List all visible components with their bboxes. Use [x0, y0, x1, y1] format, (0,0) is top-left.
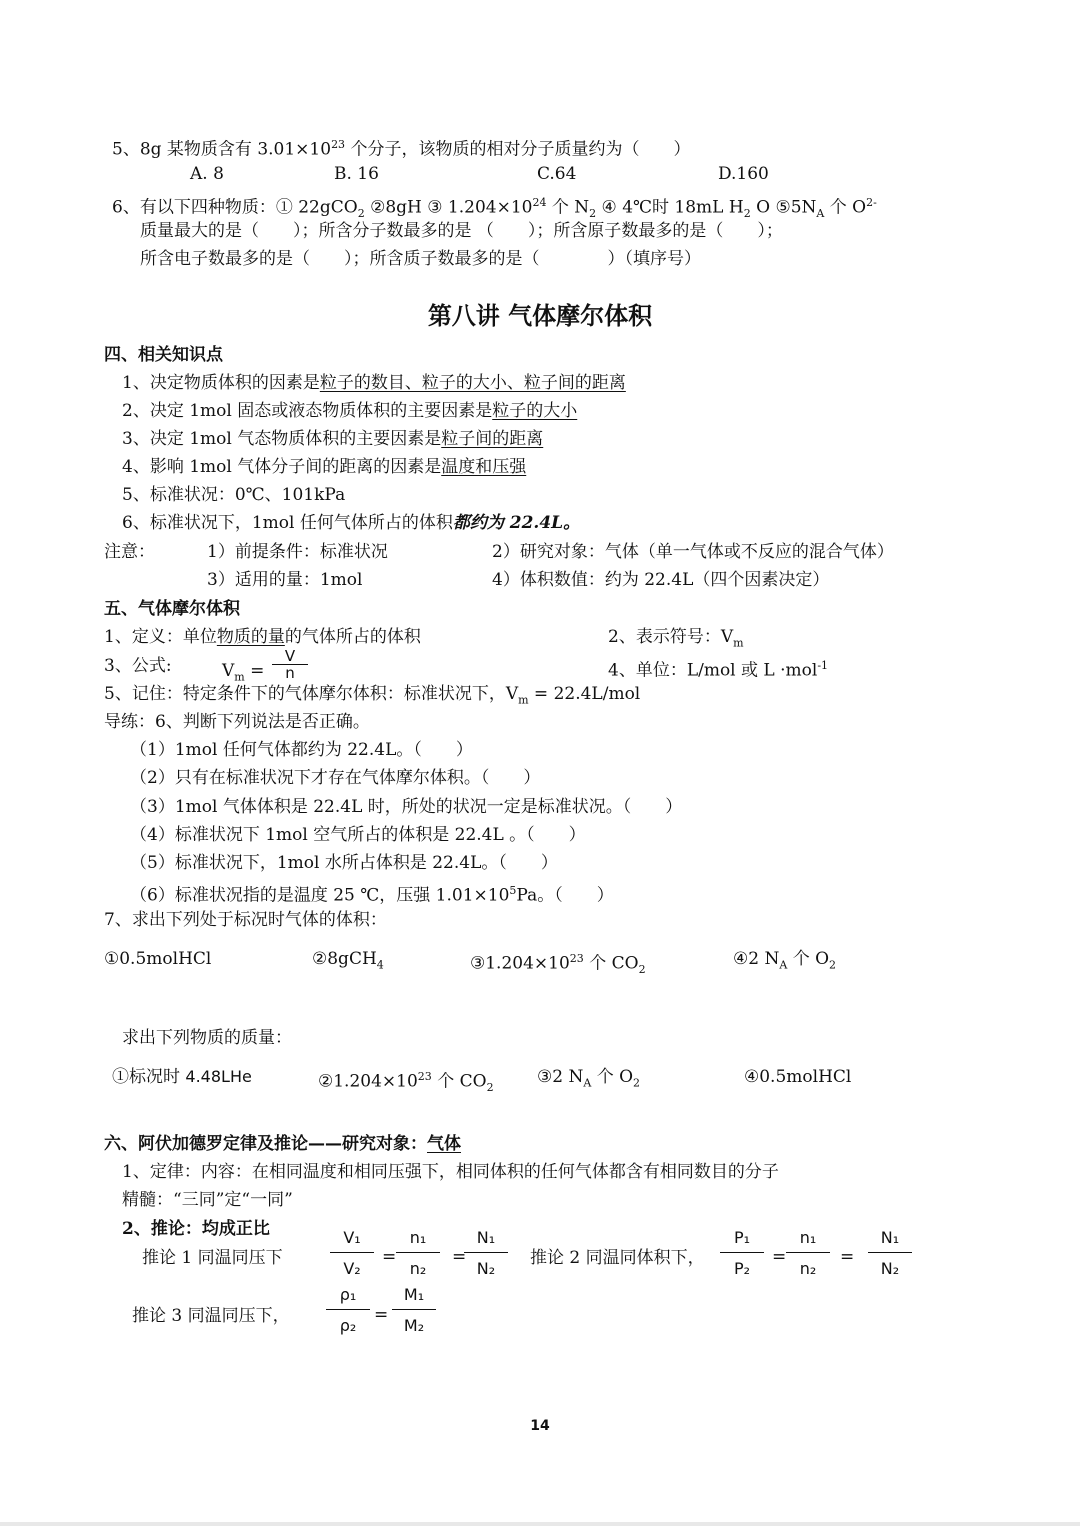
judgment-4: （4）标准状况下 1mol 空气所占的体积是 22.4L 。（ ） [130, 825, 586, 845]
j6-text: （6）标准状况指的是温度 25 ℃，压强 1.01×10 [130, 885, 510, 906]
formula-sub: m [234, 670, 245, 684]
formula-numerator: V [284, 647, 296, 665]
judgment-6 [130, 880, 614, 907]
lecture-title: 第八讲 气体摩尔体积 [427, 302, 653, 330]
fraction-bar [464, 1252, 508, 1253]
q5-sup: 23 [331, 138, 346, 151]
def-underlined: 物质的量 [216, 627, 285, 647]
knowledge-item-2 [122, 400, 577, 422]
formula-v: V [222, 661, 235, 681]
numerator: M₁ [403, 1285, 425, 1304]
item-underlined: 粒子间的距离 [441, 429, 544, 449]
c2-fraction-1 [720, 1228, 764, 1279]
mass-item-3 [537, 1066, 640, 1094]
q6-sub: 2 [743, 207, 751, 221]
mass-text: 个 CO [431, 1071, 487, 1092]
def-text: 1、定义：单位 [104, 627, 217, 647]
numerator: N₁ [880, 1228, 900, 1247]
judgment-3: （3）1mol 气体体积是 22.4L 时，所处的状况一定是标准状况。（ ） [130, 797, 683, 817]
exercise-heading: 导练：6、判断下列说法是否正确。 [104, 712, 370, 732]
q5-option-b: B. 16 [334, 164, 379, 184]
denominator: M₂ [403, 1316, 425, 1335]
item-underlined: 粒子的数目、粒子的大小、粒子间的距离 [319, 373, 626, 393]
c1-fraction-2 [396, 1228, 440, 1279]
equals-sign: = [452, 1247, 467, 1267]
item-script: 都约为 22.4L。 [452, 513, 581, 533]
equals-sign: = [840, 1247, 855, 1267]
corollary-1-label: 推论 1 同温同压下 [142, 1248, 283, 1268]
fraction-bar [330, 1252, 374, 1253]
judgment-2: （2）只有在标准状况下才存在气体摩尔体积。（ ） [130, 768, 541, 788]
fraction-bar [326, 1309, 370, 1310]
mass-text: ②1.204×10 [318, 1071, 418, 1092]
section-5-heading: 五、气体摩尔体积 [104, 599, 240, 619]
vol-sub: 2 [829, 958, 837, 972]
note-1: 1）前提条件：标准状况 [207, 542, 388, 562]
fraction-bar [720, 1252, 764, 1253]
note-4: 4）体积数值：约为 22.4L（四个因素决定） [492, 570, 830, 590]
question-7: 7、求出下列处于标况时气体的体积： [104, 910, 387, 930]
unit [608, 655, 828, 682]
formula-denominator: n [285, 664, 295, 682]
fraction-bar [396, 1252, 440, 1253]
note-3: 3）适用的量：1mol [207, 570, 363, 590]
q5-text-b: 个分子，该物质的相对分子质量约为（ ） [345, 139, 691, 160]
c1-fraction-1 [330, 1228, 374, 1279]
symbol-text: 2、表示符号：V [608, 627, 734, 647]
c3-fraction-1 [326, 1285, 370, 1336]
numerator: P₁ [733, 1228, 751, 1247]
knowledge-item-4 [122, 456, 526, 478]
mass-sub: A [583, 1076, 592, 1090]
q6-part: O ⑤5N [750, 197, 817, 218]
page-number: 14 [530, 1418, 550, 1434]
mass-sub: 2 [486, 1081, 494, 1095]
j6-text: Pa。（ ） [516, 885, 614, 906]
law: 1、定律：内容：在相同温度和相同压强下，相同体积的任何气体都含有相同数目的分子 [122, 1162, 779, 1182]
c2-fraction-3 [868, 1228, 912, 1279]
mass-text: ①标况时 [112, 1067, 186, 1087]
unit-text: 4、单位：L/mol 或 L ·mol [608, 660, 818, 681]
item-text: 4、影响 1mol 气体分子间的距离的因素是 [122, 457, 442, 477]
fraction-bar [868, 1252, 912, 1253]
q6-sub: A [816, 207, 825, 221]
q5-option-c: C.64 [537, 164, 577, 184]
s6-heading-underlined: 气体 [427, 1134, 461, 1154]
numerator: n₁ [799, 1228, 817, 1247]
equals-sign: = [382, 1247, 397, 1267]
q6-part: 6、有以下四种物质：① 22gCO [112, 197, 358, 218]
mass-sup: 23 [417, 1070, 432, 1083]
denominator: n₂ [409, 1259, 427, 1278]
judgment-5: （5）标准状况下，1mol 水所占体积是 22.4L。（ ） [130, 853, 558, 873]
c2-fraction-2 [786, 1228, 830, 1279]
vol-sub: 4 [376, 958, 384, 972]
volume-item-1: ①0.5molHCl [104, 949, 212, 969]
volume-item-4 [733, 948, 836, 976]
denominator: V₂ [343, 1259, 361, 1278]
remember-text: 5、记住：特定条件下的气体摩尔体积：标准状况下，V [104, 684, 519, 704]
q6-line-2: 质量最大的是（ ）；所含分子数最多的是 （ ）；所含原子数最多的是（ ）； [140, 221, 783, 241]
item-text: 6、标准状况下，1mol 任何气体所占的体积 [122, 513, 453, 533]
unit-sup: -1 [817, 659, 829, 672]
formula-label: 3、公式: [104, 656, 172, 676]
q6-sub: 2 [357, 207, 365, 221]
section-4-heading: 四、相关知识点 [104, 345, 223, 365]
question-5 [112, 134, 690, 161]
s6-heading-text: 六、阿伏加德罗定律及推论——研究对象： [104, 1134, 427, 1154]
formula-fraction [272, 648, 308, 681]
q6-part: 个 O [824, 197, 867, 218]
mass-item-4: ④0.5molHCl [744, 1067, 852, 1087]
fraction-bar [786, 1252, 830, 1253]
q6-sup: 2- [866, 196, 877, 209]
section-6-heading [104, 1133, 461, 1155]
numerator: N₁ [476, 1228, 496, 1247]
item-underlined: 粒子的大小 [492, 401, 578, 421]
symbol [608, 626, 744, 654]
numerator: n₁ [409, 1228, 427, 1247]
knowledge-item-5: 5、标准状况：0℃、101kPa [122, 485, 346, 505]
remember-sub: m [518, 693, 529, 707]
denominator: ρ₂ [339, 1316, 357, 1335]
mass-text: ③2 N [537, 1067, 584, 1087]
judgment-1: （1）1mol 任何气体都约为 22.4L。（ ） [130, 740, 473, 760]
knowledge-item-6 [122, 512, 580, 534]
volume-item-3 [470, 948, 646, 981]
item-text: 3、决定 1mol 气态物质体积的主要因素是 [122, 429, 442, 449]
equals-sign: = [374, 1305, 389, 1325]
q6-sub: 2 [589, 207, 597, 221]
remember-text: = 22.4L/mol [528, 684, 641, 704]
denominator: P₂ [733, 1259, 751, 1278]
symbol-sub: m [733, 636, 744, 650]
q5-option-d: D.160 [718, 164, 769, 184]
formula-eq: = [244, 661, 265, 681]
q6-part: 个 N [546, 197, 590, 218]
vol-text: ④2 N [733, 949, 780, 969]
mass-value: 4.48LHe [185, 1067, 252, 1086]
denominator: N₂ [880, 1259, 900, 1278]
fraction-bar [392, 1309, 436, 1310]
c1-fraction-3 [464, 1228, 508, 1279]
c3-fraction-2 [392, 1285, 436, 1336]
knowledge-item-3 [122, 428, 543, 450]
numerator: V₁ [343, 1228, 361, 1247]
essence: 精髓：“三同”定“一同” [122, 1190, 293, 1210]
mass-item-1 [112, 1066, 252, 1088]
item-text: 1、决定物质体积的因素是 [122, 373, 320, 393]
vol-text: ③1.204×10 [470, 953, 570, 974]
mass-item-2 [318, 1066, 494, 1099]
q5-option-a: A. 8 [190, 164, 224, 184]
mass-sub: 2 [633, 1076, 641, 1090]
vol-sup: 23 [569, 952, 584, 965]
remember [104, 683, 640, 711]
note-label: 注意： [104, 542, 155, 562]
volume-item-2 [312, 948, 384, 976]
denominator: n₂ [799, 1259, 817, 1278]
page-bottom-edge [0, 1522, 1080, 1526]
item-text: 2、决定 1mol 固态或液态物质体积的主要因素是 [122, 401, 493, 421]
vol-sub: 2 [638, 963, 646, 977]
vol-sub: A [779, 958, 788, 972]
item-underlined: 温度和压强 [441, 457, 527, 477]
mass-heading: 求出下列物质的质量： [122, 1028, 292, 1048]
q6-part: ②8gH ③ 1.204×10 [364, 197, 533, 218]
q6-line-3: 所含电子数最多的是（ ）；所含质子数最多的是（ ）（填序号） [140, 249, 701, 269]
note-2: 2）研究对象：气体（单一气体或不反应的混合气体） [492, 542, 894, 562]
numerator: ρ₁ [339, 1285, 357, 1304]
corollary-heading: 2、推论：均成正比 [122, 1219, 270, 1239]
q5-text: 5、8g 某物质含有 3.01×10 [112, 139, 332, 160]
knowledge-item-1 [122, 372, 626, 394]
corollary-2-label: 推论 2 同温同体积下， [530, 1248, 705, 1268]
mass-text: 个 O [591, 1067, 634, 1087]
q6-sup: 24 [532, 196, 547, 209]
q6-part: ④ 4℃时 18mL H [596, 197, 744, 218]
vol-text: 个 O [787, 949, 830, 969]
corollary-3-label: 推论 3 同温同压下， [132, 1306, 290, 1326]
vol-text: ②8gCH [312, 949, 377, 969]
def-text: 的气体所占的体积 [284, 627, 421, 647]
definition [104, 626, 421, 648]
equals-sign: = [772, 1247, 787, 1267]
j6-sup: 5 [509, 884, 517, 897]
vol-text: 个 CO [583, 953, 639, 974]
denominator: N₂ [476, 1259, 496, 1278]
